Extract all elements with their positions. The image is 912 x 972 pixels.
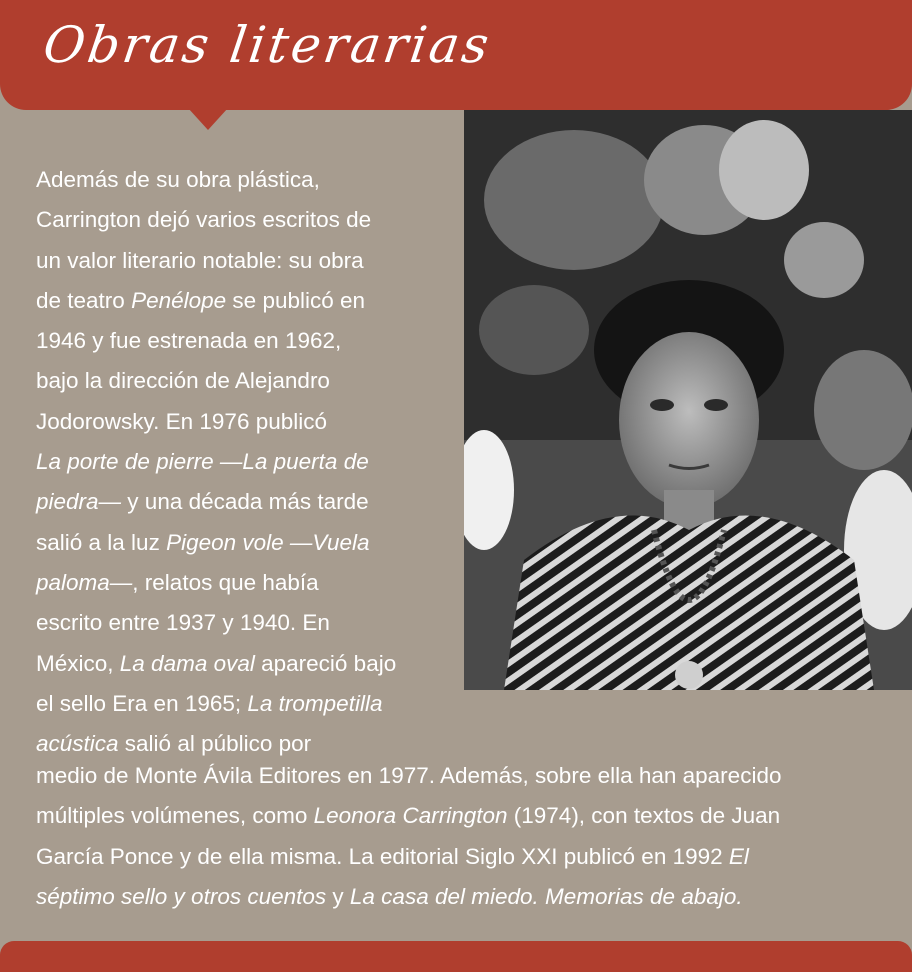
italic-title-text: acústica: [36, 731, 119, 757]
text-line: [36, 756, 876, 796]
text-line: [36, 281, 448, 321]
body-text-segment: y una década más tarde: [121, 489, 369, 515]
body-text-segment: Jodorowsky. En 1976 publicó: [36, 408, 328, 434]
italic-title-text: El: [728, 843, 749, 869]
section-footer: [0, 941, 912, 972]
italic-title-text: La dama oval: [119, 650, 255, 676]
italic-title-text: Penélope: [131, 287, 227, 313]
body-text-segment: de teatro: [36, 287, 132, 313]
text-line: [36, 796, 876, 836]
italic-title-text: séptimo sello y otros cuentos: [36, 883, 327, 909]
body-text-segment: escrito entre 1937 y 1940. En: [36, 610, 330, 636]
italic-title-text: Leonora Carrington: [313, 803, 508, 829]
italic-title-text: Pigeon vole —Vuela: [166, 529, 370, 555]
body-text-segment: y: [326, 883, 350, 909]
italic-title-text: La porte de pierre —La puerta de: [36, 449, 369, 475]
text-line: [36, 837, 876, 877]
text-line: [36, 644, 448, 684]
body-text-segment: apareció bajo: [254, 650, 397, 676]
text-line: [36, 321, 448, 361]
text-line: [36, 361, 448, 401]
text-line: [36, 684, 448, 724]
text-line: [36, 200, 448, 240]
body-text-segment: salió a la luz: [36, 529, 167, 555]
text-line: [36, 241, 448, 281]
portrait-photo: [464, 110, 912, 690]
body-text-segment: , relatos que había: [132, 569, 319, 595]
body-text-segment: un valor literario notable: su obra: [36, 247, 364, 273]
text-line: [36, 523, 448, 563]
italic-title-text: paloma—: [36, 569, 133, 595]
italic-title-text: piedra—: [36, 489, 122, 515]
body-text-segment: García Ponce y de ella misma. La editorial Siglo XXI publicó en 1992: [36, 843, 729, 869]
text-line: [36, 160, 448, 200]
text-line: [36, 402, 448, 442]
body-text-narrow: [36, 160, 448, 764]
body-text-segment: múltiples volúmenes, como: [36, 803, 314, 829]
body-text-segment: Además de su obra plástica,: [36, 167, 320, 192]
body-text-segment: salió al público por: [118, 731, 312, 757]
section-header: [0, 0, 912, 110]
body-text-segment: bajo la dirección de Alejandro: [36, 368, 330, 394]
portrait-photo-icon: [464, 110, 912, 690]
text-line: [36, 442, 448, 482]
body-text-wide: [36, 756, 876, 917]
text-line: [36, 482, 448, 522]
body-text-segment: 1946 y fue estrenada en 1962,: [36, 328, 342, 354]
header-pointer: [188, 108, 228, 130]
section-title: Obras literarias: [39, 16, 496, 74]
italic-title-text: La trompetilla: [247, 690, 383, 716]
body-text-segment: se publicó en: [226, 287, 366, 313]
text-line: [36, 603, 448, 643]
body-text-segment: medio de Monte Ávila Editores en 1977. Además, sobre ella han aparecido: [36, 763, 782, 788]
body-text-segment: el sello Era en 1965;: [36, 690, 248, 716]
body-text-segment: (1974), con textos de Juan: [507, 803, 781, 829]
text-line: [36, 877, 876, 917]
body-text-segment: México,: [36, 650, 120, 676]
italic-title-text: La casa del miedo. Memorias de abajo.: [349, 883, 743, 909]
body-text-segment: Carrington dejó varios escritos de: [36, 207, 372, 233]
text-line: [36, 563, 448, 603]
